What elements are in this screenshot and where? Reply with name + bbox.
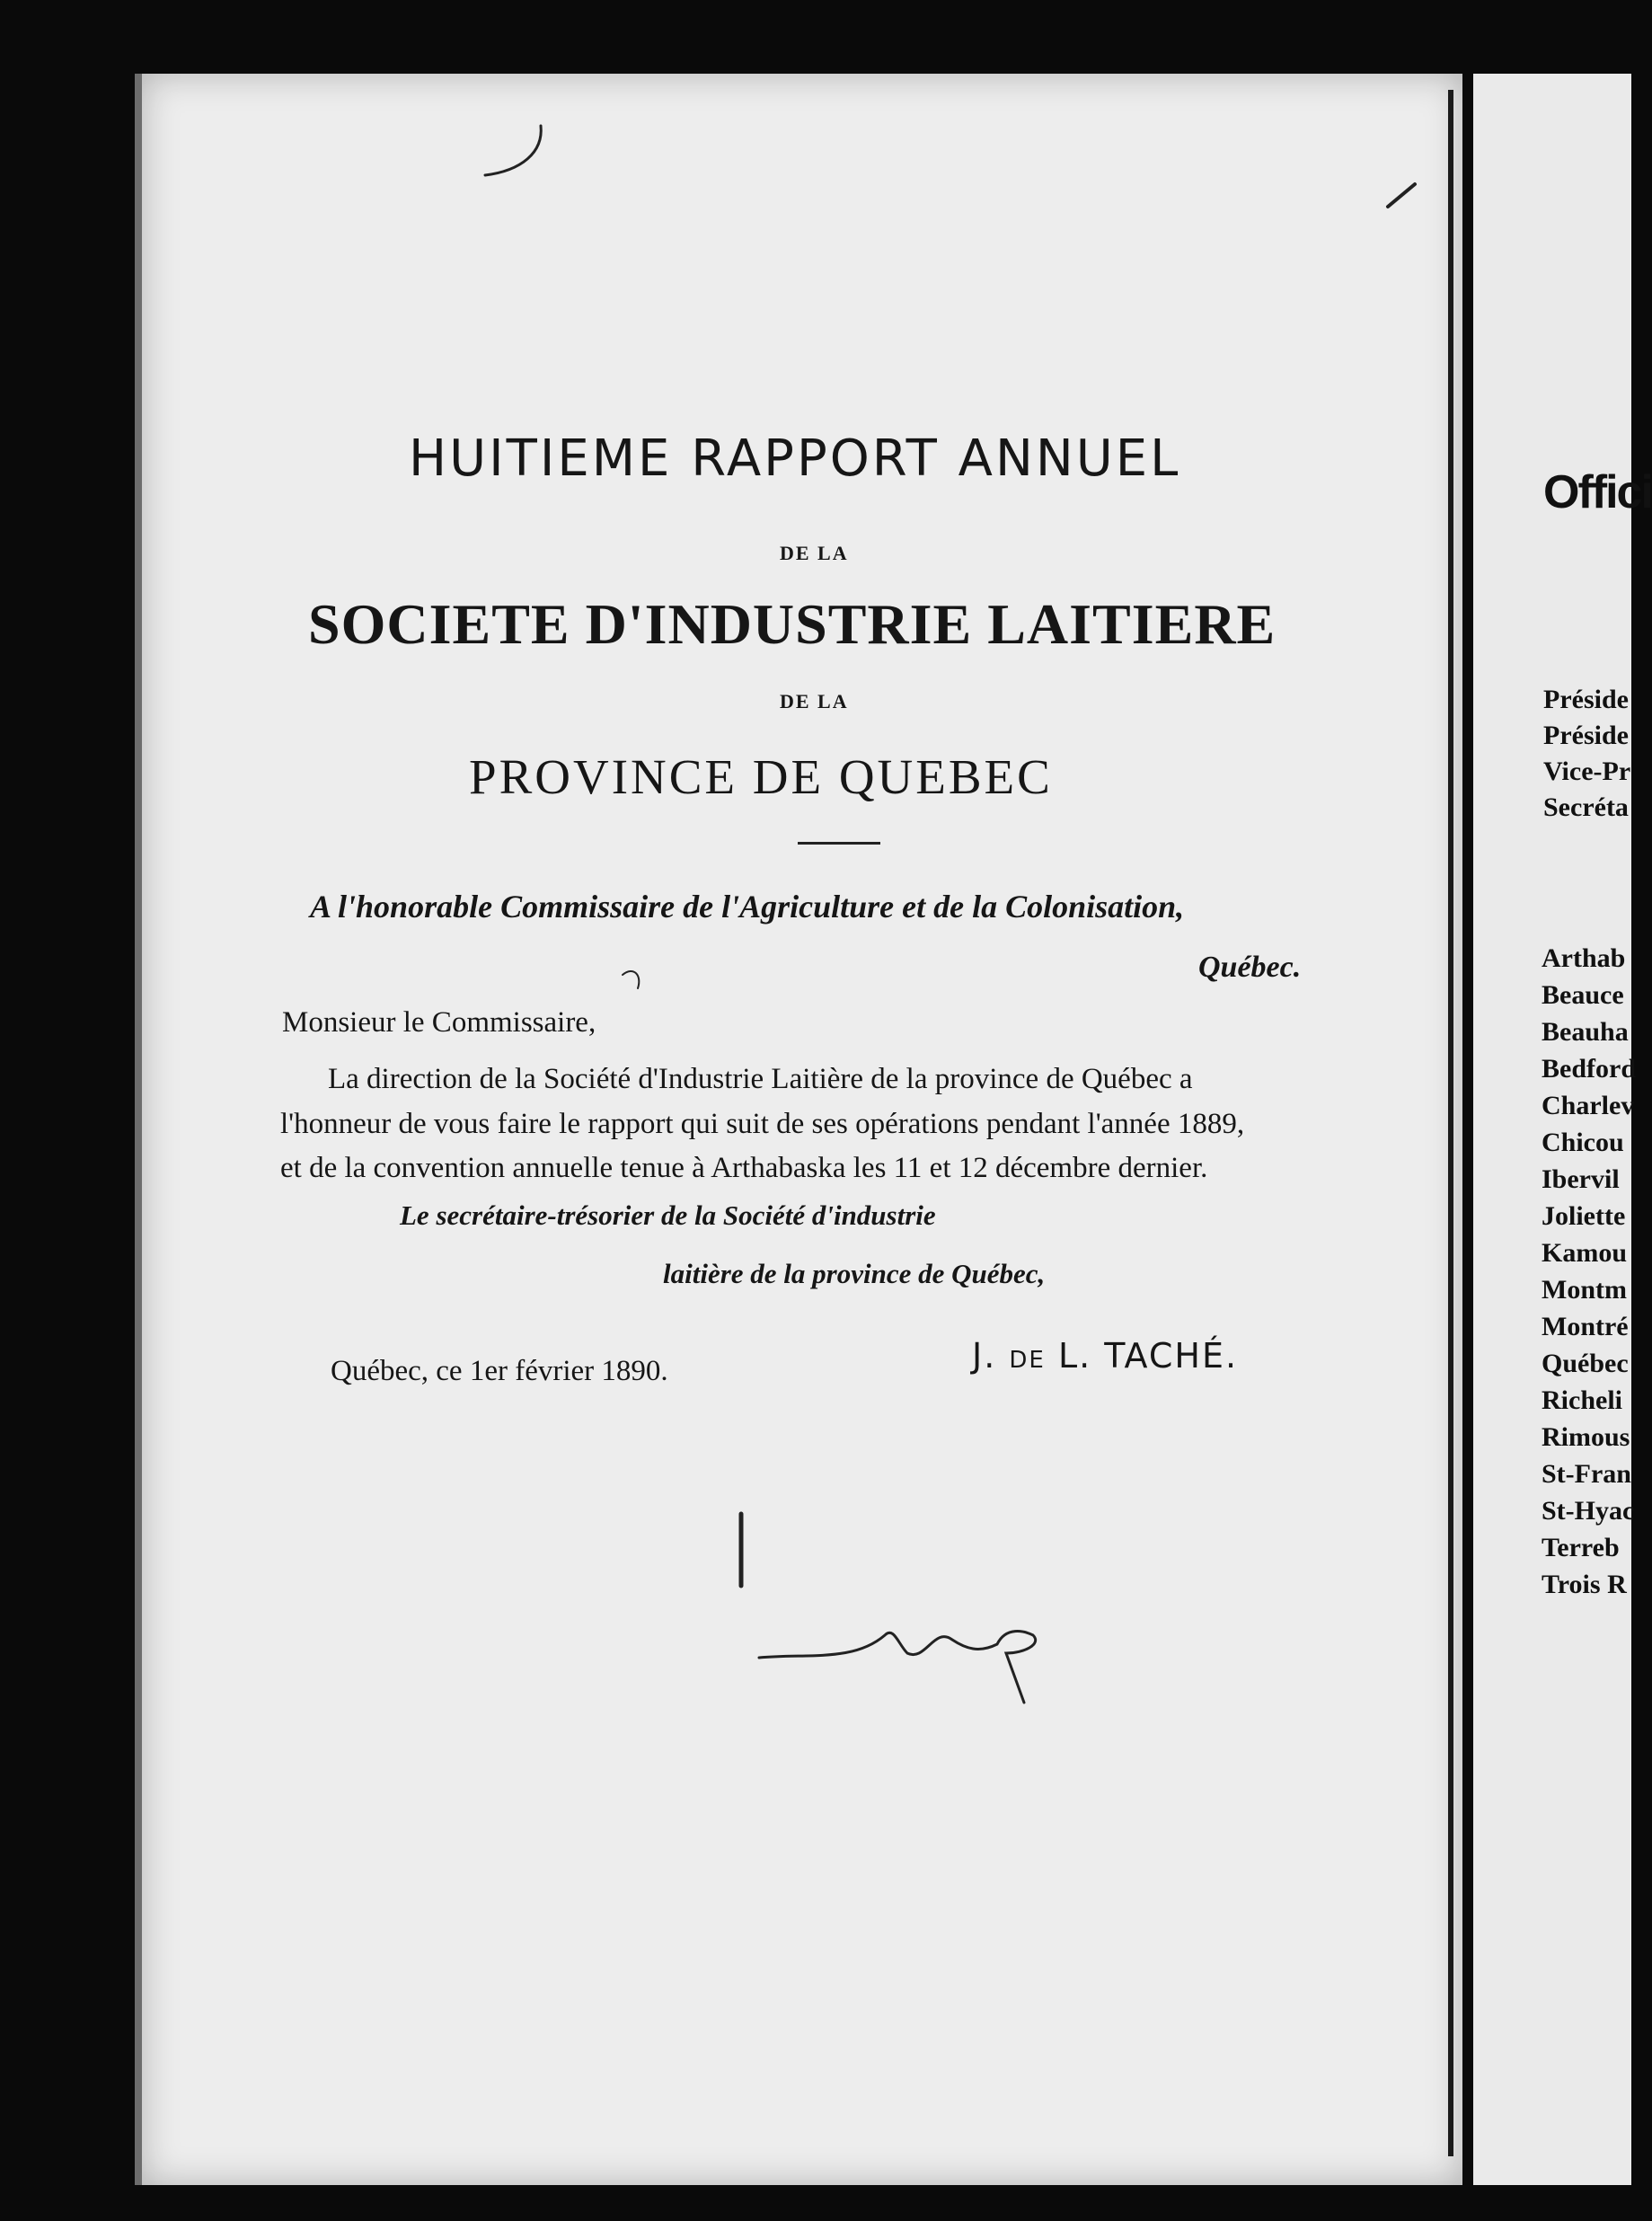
facing-district-9: Kamou bbox=[1542, 1238, 1628, 1268]
pen-mark-small bbox=[623, 971, 639, 988]
society-title: SOCIETE D'INDUSTRIE LAITIERE bbox=[308, 592, 1277, 656]
signer-surname: L. TACHÉ. bbox=[1057, 1336, 1239, 1376]
signature-line-1: Le secrétaire-trésorier de la Société d'industrie bbox=[400, 1199, 936, 1231]
facing-district-12: Québec bbox=[1542, 1349, 1629, 1378]
facing-officer-4: Secréta bbox=[1543, 792, 1629, 822]
body-line-1: La direction de la Société d'Industrie Laitière de la province de Québec a bbox=[328, 1063, 1193, 1095]
facing-district-17: Terreb bbox=[1542, 1533, 1620, 1562]
place-and-date: Québec, ce 1er février 1890. bbox=[331, 1355, 668, 1387]
facing-officer-1: Préside bbox=[1543, 685, 1629, 714]
title-connector-1: DE LA bbox=[780, 542, 849, 564]
signature-line-2: laitière de la province de Québec, bbox=[663, 1258, 1046, 1289]
title-connector-2: DE LA bbox=[780, 690, 849, 712]
facing-officer-3: Vice-Pr bbox=[1543, 757, 1631, 786]
address-line: A l'honorable Commissaire de l'Agriculture et de la Colonisation, bbox=[310, 889, 1185, 925]
report-title: HUITIEME RAPPORT ANNUEL bbox=[409, 429, 1181, 488]
facing-officer-2: Préside bbox=[1543, 721, 1629, 750]
body-line-3: et de la convention annuelle tenue à Arthabaska les 11 et 12 décembre dernier. bbox=[280, 1152, 1208, 1184]
body-line-2: l'honneur de vous faire le rapport qui suit de ses opérations pendant l'année 1889, bbox=[280, 1108, 1245, 1140]
facing-district-14: Rimous bbox=[1542, 1422, 1630, 1452]
facing-district-7: Ibervil bbox=[1542, 1164, 1620, 1194]
signature-scrawl bbox=[759, 1632, 1036, 1703]
facing-district-16: St-Hyac bbox=[1542, 1496, 1635, 1526]
facing-district-2: Beauce bbox=[1542, 980, 1624, 1010]
facing-district-13: Richeli bbox=[1542, 1385, 1622, 1415]
signer-initial: J. bbox=[972, 1336, 997, 1376]
province-title: PROVINCE DE QUEBEC bbox=[469, 749, 1053, 804]
salutation: Monsieur le Commissaire, bbox=[282, 1006, 596, 1039]
facing-district-4: Bedford bbox=[1542, 1054, 1636, 1084]
facing-district-5: Charlev bbox=[1542, 1091, 1635, 1120]
facing-district-3: Beauha bbox=[1542, 1017, 1629, 1047]
facing-district-6: Chicou bbox=[1542, 1128, 1624, 1157]
pen-mark-top bbox=[485, 126, 541, 175]
facing-district-18: Trois R bbox=[1542, 1570, 1627, 1599]
facing-district-10: Montm bbox=[1542, 1275, 1627, 1305]
pen-mark-corner bbox=[1388, 184, 1415, 207]
facing-district-8: Joliette bbox=[1542, 1201, 1626, 1231]
address-city: Québec. bbox=[1198, 951, 1302, 984]
facing-heading: Offici bbox=[1543, 466, 1652, 518]
facing-district-15: St-Fran bbox=[1542, 1459, 1631, 1489]
facing-district-11: Montré bbox=[1542, 1312, 1629, 1341]
facing-district-1: Arthab bbox=[1542, 943, 1626, 973]
signer-particle: DE bbox=[1009, 1347, 1046, 1374]
